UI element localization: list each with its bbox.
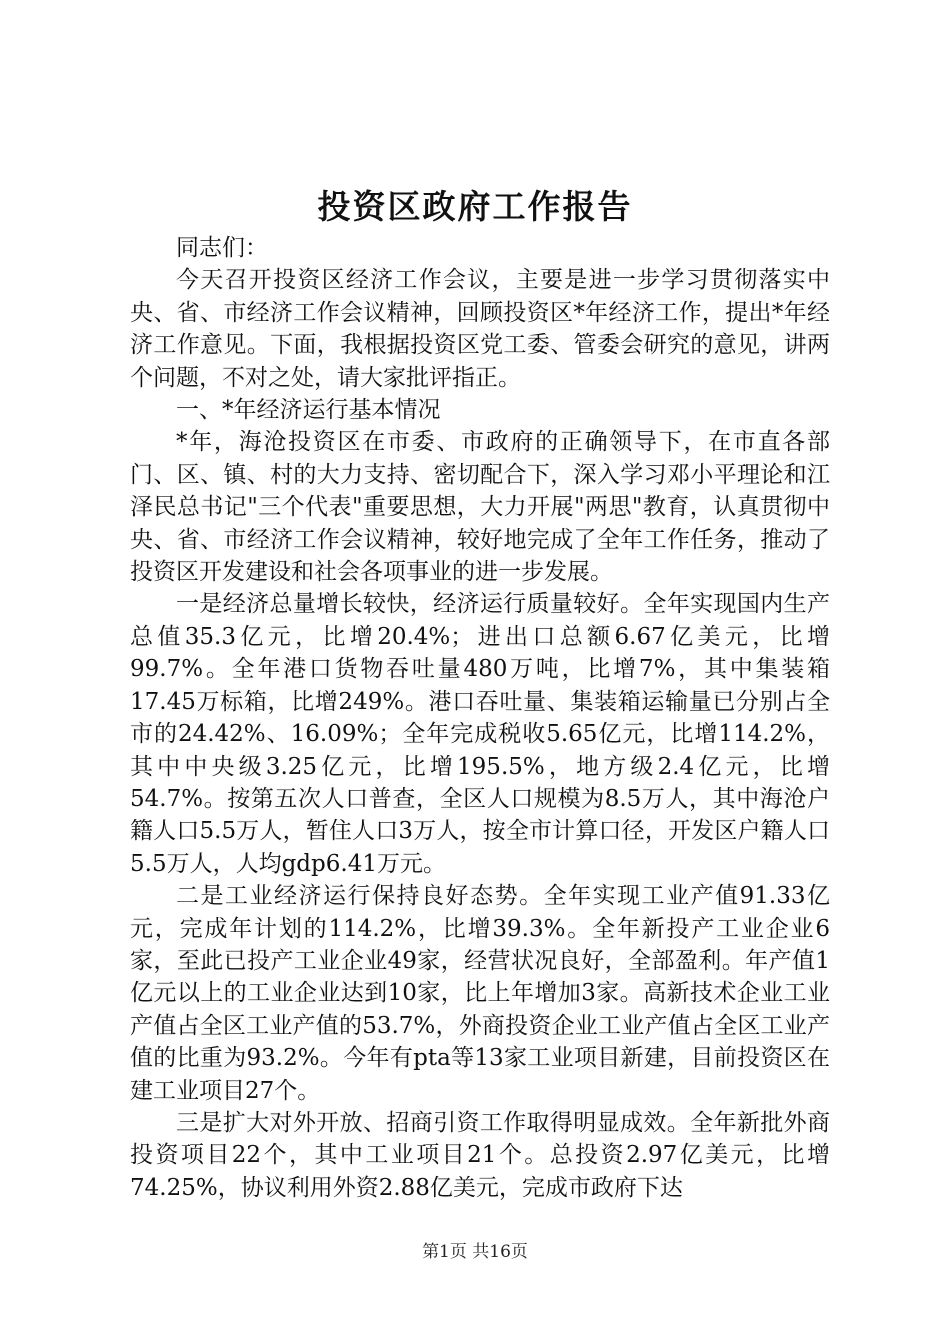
page-number-footer: 第1页 共16页 bbox=[422, 1242, 528, 1262]
document-title: 投资区政府工作报告 bbox=[317, 187, 633, 226]
paragraph-intro: 今天召开投资区经济工作会议，主要是进一步学习贯彻落实中央、省、市经济工作会议精神，回顾投资区*年经济工作，提出*年经济工作意见。下面，我根据投资区党工委、管委会研究的意见，讲两个问题，不对之处，请大家批评指正。 bbox=[130, 267, 830, 391]
document-body bbox=[130, 232, 830, 1204]
paragraph-industry: 二是工业经济运行保持良好态势。全年实现工业产值91.33亿元，完成年计划的114.2%，比增39.3%。全年新投产工业企业6家，至此已投产工业企业49家，经营状况良好，全部盈利。年产值1亿元以上的工业企业达到10家，比上年增加3家。高新技术企业工业产值占全区工业产值的53.7%，外商投资企业工业产值占全区工业产值的比重为93.2%。今年有pta等13家工业项目新建，目前投资区在建工业项目27个。 bbox=[130, 883, 830, 1104]
paragraph-economy: 一是经济总量增长较快，经济运行质量较好。全年实现国内生产总值35.3亿元，比增20.4%；进出口总额6.67亿美元，比增99.7%。全年港口货物吞吐量480万吨，比增7%，其中集装箱17.45万标箱，比增249%。港口吞吐量、集装箱运输量已分别占全市的24.42%、16.09%；全年完成税收5.65亿元，比增114.2%，其中中央级3.25亿元，比增195.5%，地方级2.4亿元，比增54.7%。按第五次人口普查，全区人口规模为8.5万人，其中海沧户籍人口5.5万人，暂住人口3万人，按全市计算口径，开发区户籍人口5.5万人，人均gdp6.41万元。 bbox=[130, 591, 831, 877]
paragraph-investment: 三是扩大对外开放、招商引资工作取得明显成效。全年新批外商投资项目22个，其中工业项目21个。总投资2.97亿美元，比增74.25%，协议利用外资2.88亿美元，完成市政府下达 bbox=[130, 1109, 830, 1201]
greeting-line: 同志们： bbox=[176, 235, 268, 261]
section-heading: 一、*年经济运行基本情况 bbox=[176, 397, 441, 424]
paragraph-overview: *年，海沧投资区在市委、市政府的正确领导下，在市直各部门、区、镇、村的大力支持、密切配合下，深入学习邓小平理论和江泽民总书记"三个代表"重要思想，大力开展"两思"教育，认真贯彻中央、省、市经济工作会议精神，较好地完成了全年工作任务，推动了投资区开发建设和社会各项事业的进一步发展。 bbox=[130, 429, 830, 586]
